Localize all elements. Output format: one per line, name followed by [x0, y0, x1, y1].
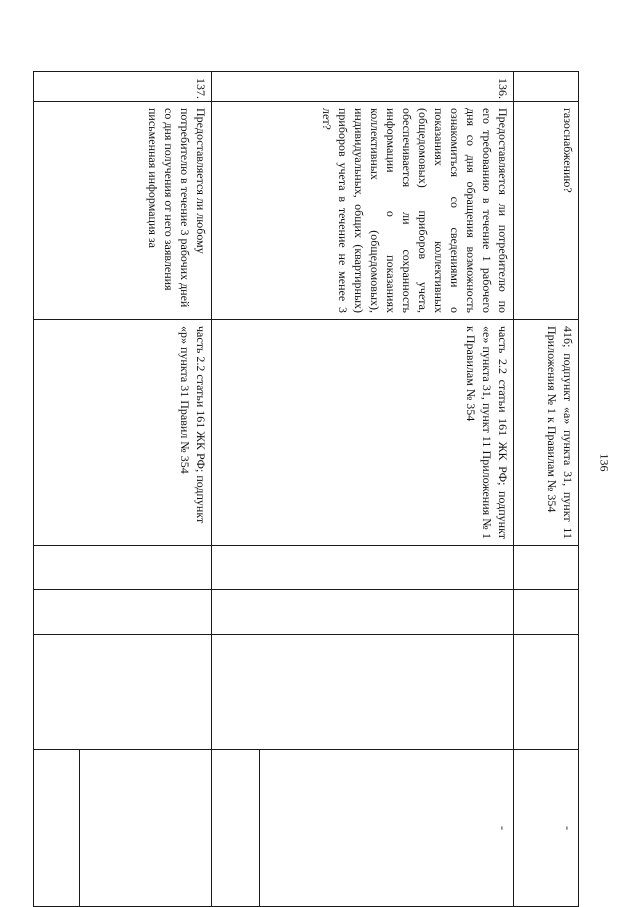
note-cell: - — [514, 750, 579, 907]
row-number: 136. — [212, 72, 514, 102]
not-applicable-cell — [212, 635, 514, 750]
note-cell — [80, 750, 212, 907]
reference-cell: часть 2.2 статьи 161 ЖК РФ; подпункт «е» пункта 31, пункт 11 Приложения № 1 к Правилам № 354 — [212, 320, 514, 546]
not-applicable-cell — [34, 635, 212, 750]
reference-cell: часть 2.2 статьи 161 ЖК РФ; подпункт «р» пункта 31 Правил № 354 — [34, 320, 212, 546]
not-applicable-cell — [514, 635, 579, 750]
table-row — [260, 72, 514, 907]
question-cell: Предоставляется ли любому потребителю в течение 3 рабочих дней со дня получения от него заявления письменная информация за — [34, 102, 212, 320]
inspection-checklist-table — [33, 71, 579, 907]
answer-yes-cell — [34, 546, 212, 590]
table-row — [80, 72, 212, 907]
answer-no-cell — [514, 590, 579, 635]
row-number — [514, 72, 579, 102]
question-cell: газоснабжению? — [514, 102, 579, 320]
note-cell-lower — [212, 750, 260, 907]
note-cell: - — [260, 750, 514, 907]
answer-no-cell — [34, 590, 212, 635]
reference-cell: 41б; подпункт «а» пункта 31, пункт 11 Приложения № 1 к Правилам № 354 — [514, 320, 579, 546]
rotated-page-content — [34, 71, 579, 906]
page-number: 136 — [597, 453, 612, 472]
question-cell: Предоставляется ли потребителю по его требованию в течение 1 рабочего дня со дня обращения возможность ознакомиться со сведениями о показаниях коллективных (общедомовых) приборов учета, обеспечивается ли сохранность информации о показаниях коллективных (общедомовых), индивидуальных, общих (квартирных) приборов учета в течение не менее 3 лет? — [212, 102, 514, 320]
note-cell-lower — [34, 750, 80, 907]
table-row — [514, 72, 579, 907]
answer-yes-cell — [514, 546, 579, 590]
row-number: 137. — [34, 72, 212, 102]
answer-no-cell — [212, 590, 514, 635]
answer-yes-cell — [212, 546, 514, 590]
